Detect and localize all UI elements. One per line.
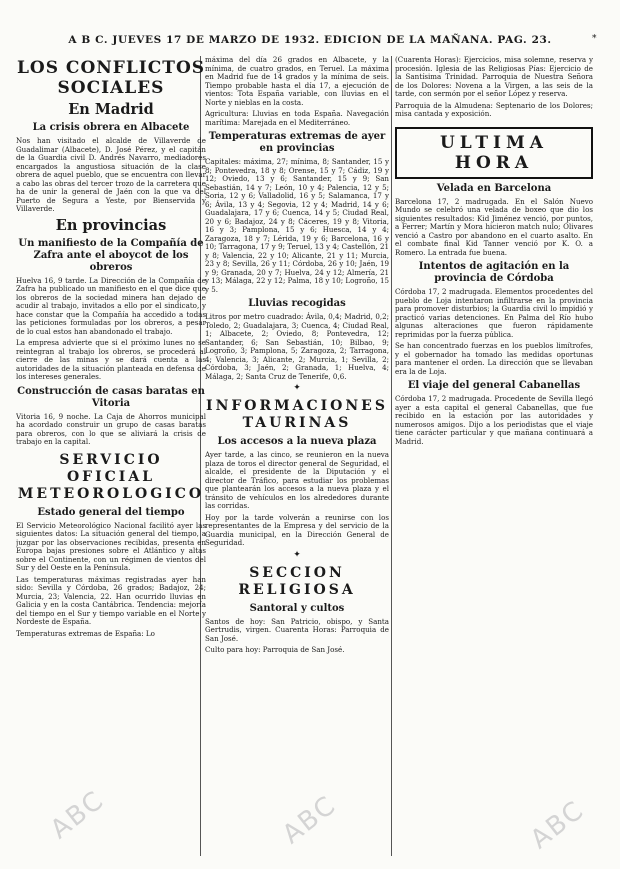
abc-watermark: ABC bbox=[525, 794, 591, 856]
intentos-body-2: Se han concentrado fuerzas en los pueblos limítrofes, y el gobernador ha tomado las medidas oportunas para mantener el orden. La dirección que se llevaban era la de Loja. bbox=[395, 341, 593, 376]
taurinas-title: INFORMACIONES TAURINAS bbox=[206, 398, 388, 431]
lluvias-title: Lluvias recogidas bbox=[248, 298, 346, 309]
intentos-body: Córdoba 17, 2 madrugada. Elementos procedentes del pueblo de Loja intentaron infiltrarse en la provincia para promover disturbios; la Guardia civil lo impidió y practicó varias detenciones. En Palma del Río hubo algunas alteraciones que fueron rápidamente reprimidas por la fuerza pública. bbox=[395, 287, 593, 339]
viaje-title: El viaje del general Cabanellas bbox=[407, 380, 581, 391]
header-mark: * bbox=[592, 34, 597, 44]
lluvias-body: Litros por metro cuadrado: Ávila, 0,4; Madrid, 0,2; Toledo, 2; Guadalajara, 3; Cuenca, 4; Ciudad Real, 1; Albacete, 2; Oviedo, 8; Pontevedra, 12; Santander, 6; San Sebastián, 10; Bilbao, 9; Logroño, 3; Pamplona, 5; Zaragoza, 2; Tarragona, 4; Valencia, 3; Alicante, 2; Murcia, 1; Sevilla, 2; Córdoba, 3; Jaén, 2; Granada, 1; Huelva, 4; Málaga, 2; Santa Cruz de Tenerife, 0,6. bbox=[205, 312, 389, 381]
manifiesto-title: Un manifiesto de la Compañía de Zafra ante el aboycot de los obreros bbox=[18, 237, 204, 273]
column-right bbox=[395, 56, 593, 856]
tiempo-body-2: Agricultura: Lluvias en toda España. Navegación marítima: Marejada en el Mediterráneo. bbox=[205, 109, 389, 127]
column-left bbox=[16, 56, 206, 856]
cultos-body: (Cuarenta Horas): Ejercicios, misa solemne, reserva y procesión. Iglesia de las Religiosas Pías: Ejercicio de la Santísima Trinidad. Parroquia de Nuestra Señora de los Dolores: Novena a la Virgen, a las seis de la tarde, con sermón por el señor López y reserva. bbox=[395, 56, 593, 98]
manifiesto-body: Huelva 16, 9 tarde. La Dirección de la Compañía de Zafra ha publicado un manifiesto en el que dice que los obreros de la sociedad minera han dejado de acudir al trabajo, invitados a ello por el sindicato, y hace constar que la Compañía ha accedido a todas las peticiones formuladas por los obreros, a pesar de lo cual estos han abandonado el trabajo. bbox=[16, 275, 206, 336]
column-middle bbox=[205, 56, 389, 856]
provincias-title: En provincias bbox=[55, 216, 167, 234]
estado-title: Estado general del tiempo bbox=[37, 506, 185, 518]
temperaturas-title: Temperaturas extremas de ayer en provincias bbox=[208, 131, 386, 154]
construccion-body: Vitoria 16, 9 noche. La Caja de Ahorros municipal ha acordado construir un grupo de casas baratas para obreros, con lo que se aliviará la crisis de trabajo en la capital. bbox=[16, 411, 206, 446]
estado-body: El Servicio Meteorológico Nacional facilitó ayer las siguientes datos: La situación general del tiempo, a juzgar por las observaciones recibidas, presenta en Europa bajas presiones sobre el Atlántico y altas sobre el Continente, con un régimen de vientos del Sur y del Oeste en la Península. bbox=[16, 520, 206, 572]
servicio-title: SERVICIO OFICIAL METEOROLOGICO bbox=[17, 451, 205, 502]
intentos-title: Intentos de agitación en la provincia de Córdoba bbox=[418, 261, 570, 284]
santoral-body: Santos de hoy: San Patricio, obispo, y Santa Gertrudis, virgen. Cuarenta Horas: Parroquia de San José. bbox=[205, 616, 389, 643]
madrid-subtitle: En Madrid bbox=[68, 101, 154, 118]
accesos-body: Ayer tarde, a las cinco, se reunieron en la nueva plaza de toros el director general de Seguridad, el alcalde, el presidente de la Diputación y el director de Tráfico, para estudiar los problemas que plantearán los accesos a la nueva plaza y el tránsito de vehículos en los alrededores durante las corridas. bbox=[205, 450, 389, 510]
temperaturas-body: Capitales: máxima, 27; mínima, 8; Santander, 15 y 8; Pontevedra, 18 y 8; Orense, 15 y 7; Cádiz, 19 y 12; Oviedo, 13 y 6; Santander, 15 y 9; San Sebastián, 14 y 7; León, 10 y 4; Palencia, 12 y 5; Soria, 12 y 6; Valladolid, 16 y 5; Salamanca, 17 y 6; Ávila, 13 y 4; Segovia, 12 y 4; Madrid, 14 y 6; Guadalajara, 17 y 6; Cuenca, 14 y 5; Ciudad Real, 20 y 6; Badajoz, 24 y 8; Cáceres, 19 y 8; Vitoria, 16 y 3; Pamplona, 15 y 6; Huesca, 14 y 4; Zaragoza, 18 y 7; Lérida, 19 y 6; Barcelona, 16 y 10; Tarragona, 17 y 9; Teruel, 13 y 4; Castellón, 21 y 8; Valencia, 22 y 10; Alicante, 21 y 11; Murcia, 23 y 8; Sevilla, 26 y 11; Córdoba, 26 y 10; Jaén, 19 y 9; Granada, 20 y 7; Huelva, 24 y 12; Almería, 21 y 13; Málaga, 22 y 12; Palma, 18 y 10; Logroño, 15 y 5. bbox=[205, 157, 389, 294]
accesos-body-2: Hoy por la tarde volverán a reunirse con los representantes de la Empresa y del servicio de la Guardia municipal, en la Dirección General de Seguridad. bbox=[205, 512, 389, 547]
manifiesto-body-2: La empresa advierte que si el próximo lunes no se reintegran al trabajo los obreros, se procederá al cierre de las minas y se dará cuenta a las autoridades de la situación planteada en defensa de los intereses generales. bbox=[16, 338, 206, 381]
ornament-icon: ✦ bbox=[293, 549, 301, 560]
estado-tail: Temperaturas extremas de España: Lo bbox=[16, 628, 155, 638]
viaje-body: Córdoba 17, 2 madrugada. Procedente de Sevilla llegó ayer a esta capital el general Cabanellas, que fue recibido en la estación por las autoridades y numerosos amigos. Dijo a los periodistas que el viaje tiene carácter particular y que mañana continuará a Madrid. bbox=[395, 394, 593, 446]
ornament-icon: ✦ bbox=[293, 383, 301, 393]
abc-watermark: ABC bbox=[45, 784, 111, 846]
abc-watermark: ABC bbox=[277, 789, 343, 851]
ultima-hora-banner: ULTIMA HORA bbox=[395, 127, 593, 179]
accesos-title: Los accesos a la nueva plaza bbox=[217, 436, 377, 447]
crisis-body: Nos han visitado el alcalde de Villaverde de Guadalimar (Albacete), D. José Pérez, y el capitán de la Guardia civil D. Andrés Navarro, mediadores encargados la angustiosa situación de la clase obrera de aquel pueblo, que se encuentra con llevar a cabo las obras del tercer trozo de la carretera que ha de unir la general de Jaén con la que va del Puerto de Segura a Yeste, por Bienservida y Villaverde. bbox=[16, 136, 206, 213]
estado-body-2: Las temperaturas máximas registradas ayer han sido: Sevilla y Córdoba, 26 grados; Badajoz, 24; Murcia, 23; Valencia, 22. Han ocurrido lluvias en Galicia y en la costa Cantábrica. Tendencia: mejoría del tiempo en el Sur y tiempo variable en el Norte y Nordeste de España. bbox=[16, 574, 206, 626]
tiempo-body: máxima del día 26 grados en Albacete, y la mínima, de cuatro grados, en Teruel. La máxima en Madrid fue de 14 grados y la mínima de seis. Tiempo probable hasta el día 17, a ejecución de vientos: Tota España variable, con lluvias en el Norte y nieblas en la costa. bbox=[205, 56, 389, 107]
santoral-title: Santoral y cultos bbox=[249, 602, 345, 614]
religiosa-title: SECCION RELIGIOSA bbox=[238, 564, 356, 598]
velada-body: Barcelona 17, 2 madrugada. En el Salón Nuevo Mundo se celebró una velada de boxeo que dio los siguientes resultados: Kid Jiménez venció, por puntos, a Ferrer; Martín y Mora hicieron match nulo; Olivares venció a Castro por abandono en el cuarto asalto. En el combate final Kid Tanner venció por K. O. a Romero. La entrada fue buena. bbox=[395, 196, 593, 257]
page-header: A B C. JUEVES 17 DE MARZO DE 1932. EDICION DE LA MAÑANA. PAG. 23. bbox=[68, 34, 552, 46]
santoral-tail: Culto para hoy: Parroquia de San José. bbox=[205, 645, 345, 654]
crisis-title: La crisis obrera en Albacete bbox=[32, 122, 190, 133]
velada-title: Velada en Barcelona bbox=[436, 182, 552, 194]
construccion-title: Construcción de casas baratas en Vitoria bbox=[17, 385, 205, 409]
column-rule bbox=[391, 56, 392, 856]
conflictos-title: LOS CONFLICTOS SOCIALES bbox=[16, 58, 206, 98]
cultos-body-2: Parroquia de la Almudena: Septenario de los Dolores; misa cantada y exposición. bbox=[395, 100, 593, 118]
